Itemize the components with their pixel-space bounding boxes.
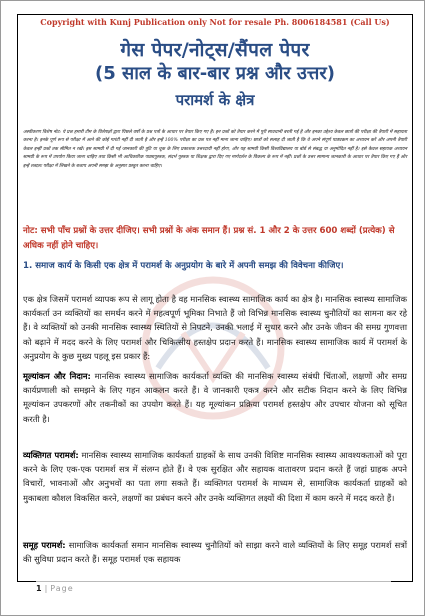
page-subtitle: (5 साल के बार-बार प्रश्न और उत्तर) (95, 63, 335, 84)
copyright-banner: Copyright with Kunj Publication only Not for resale Ph. 8006184581 (Call Us) (40, 17, 390, 27)
page-number: 1 (36, 584, 42, 593)
question-heading: 1. समाज कार्य के किसी एक क्षेत्र में परामर्श के अनुप्रयोग के बारे में अपनी समझ की विवेचना कीजिए। (23, 261, 344, 271)
section-individual-counselling (23, 448, 407, 505)
disclaimer-text: अस्वीकरण विशेष नोट: ये प्रश्न हमारी टीम के विशेषज्ञों द्वारा पिछले वर्षों के प्रश्न पत्रों के आधार पर तैयार किए गए हैं। इन प्रश्नों को तैयार करने में पूरी सावधानी बरती गई है और इनका उद्देश्य केवल छात्रों की परीक्षा की तैयारी में सहायता करना है। इनके पूर्ण रूप से परीक्षा में आने की कोई गारंटी नहीं दी जाती है और इन्हें 100% परीक्षा का प्रश्न पत्र नहीं माना जाना चाहिए। छात्रों को सलाह दी जाती है कि वे अपने संपूर्ण पाठ्यक्रम का अध्ययन करें और अपनी तैयारी केवल इन्हीं प्रश्नों तक सीमित न रखें। इस सामग्री में दी गई जानकारी की त्रुटि या चूक के लिए प्रकाशक उत्तरदायी नहीं होगा, और यह सामग्री किसी विश्वविद्यालय या बोर्ड से संबद्ध या अनुमोदित नहीं है। इसे केवल सहायक अध्ययन सामग्री के रूप में उपयोग किया जाना चाहिए तथा किसी भी आधिकारिक पाठ्यपुस्तक, संदर्भ पुस्तक या शिक्षक द्वारा दिए गए मार्गदर्शन के विकल्प के रूप में नहीं। प्रश्नों के उत्तर सामान्य जानकारी के आधार पर तैयार किए गए हैं और इन्हें शब्दशः परीक्षा में लिखने के बजाय अपनी समझ के अनुसार प्रस्तुत करना चाहिए। (23, 130, 407, 169)
intro-text: एक क्षेत्र जिसमें परामर्श व्यापक रूप से लागू होता है वह मानसिक स्वास्थ्य सामाजिक कार्य का क्षेत्र है। मानसिक स्वास्थ्य सामाजिक कार्यकर्ता उन व्यक्तियों का समर्थन करने में महत्वपूर्ण भूमिका निभाते हैं जो विभिन्न मानसिक स्वास्थ्य चुनौतियों का सामना कर रहे हैं। वे व्यक्तियों को उनकी मानसिक स्वास्थ्य स्थितियों से निपटने, उनकी भलाई में सुधार करने और उनके जीवन की समग्र गुणवत्ता को बढ़ाने में मदद करने के लिए परामर्श और चिकित्सीय हस्तक्षेप प्रदान करते हैं। मानसिक स्वास्थ्य सामाजिक कार्य में परामर्श के अनुप्रयोग के कुछ मुख्य पहलू इस प्रकार हैं: (23, 294, 407, 361)
page-footer (36, 584, 74, 593)
footer-separator: | (44, 584, 48, 593)
page-border-frame (17, 14, 413, 582)
page-label: Page (50, 584, 74, 593)
section-text: सामाजिक कार्यकर्ता समान मानसिक स्वास्थ्य चुनौतियों को साझा करने वाले व्यक्तियों के लिए समूह परामर्श सत्रों की सुविधा प्रदान करते हैं। समूह परामर्श एक सहायक (23, 540, 407, 565)
disclaimer-block (23, 129, 407, 171)
section-assessment (23, 369, 407, 426)
exam-note: नोट: सभी पाँच प्रश्नों के उत्तर दीजिए। सभी प्रश्नों के अंक समान हैं। प्रश्न सं. 1 और 2 के उत्तर 600 शब्दों (प्रत्येक) से अधिक नहीं होने चाहिए। (23, 226, 395, 251)
section-term: मूल्यांकन और निदान: (23, 371, 91, 381)
section-term: समूह परामर्श: (23, 540, 66, 550)
section-text: मानसिक स्वास्थ्य सामाजिक कार्यकर्ता ग्राहकों के साथ उनकी विशिष्ट मानसिक स्वास्थ्य आवश्यकताओं को पूरा करने के लिए एक-एक परामर्श सत्र में संलग्न होते हैं। वे एक सुरक्षित और सहायक वातावरण प्रदान करते हैं जहां ग्राहक अपने विचारों, भावनाओं और अनुभवों का पता लगा सकते हैं। व्यक्तिगत परामर्श के माध्यम से, सामाजिक कार्यकर्ता ग्राहकों को मुकाबला कौशल विकसित करने, लक्षणों का प्रबंधन करने और उनके व्यक्तिगत लक्ष्यों की दिशा में काम करने में मदद करते हैं। (23, 450, 407, 503)
topic-heading: परामर्श के क्षेत्र (175, 91, 255, 109)
section-group-counselling (23, 538, 407, 566)
intro-paragraph (23, 292, 407, 363)
page-title: गेस पेपर/नोट्स/सैंपल पेपर (120, 39, 310, 61)
section-text: मानसिक स्वास्थ्य सामाजिक कार्यकर्ता व्यक्ति की मानसिक स्वास्थ्य संबंधी चिंताओं, लक्षणों और समग्र कार्यप्रणाली को समझने के लिए गहन आकलन करते हैं। वे जानकारी एकत्र करने और सटीक निदान करने के लिए विभिन्न मूल्यांकन उपकरणों और तकनीकों का उपयोग करते हैं। यह मूल्यांकन प्रक्रिया परामर्श हस्तक्षेप और उपचार योजना को सूचित करती है। (23, 371, 407, 424)
section-term: व्यक्तिगत परामर्श: (23, 450, 79, 460)
footer-divider (36, 581, 391, 582)
